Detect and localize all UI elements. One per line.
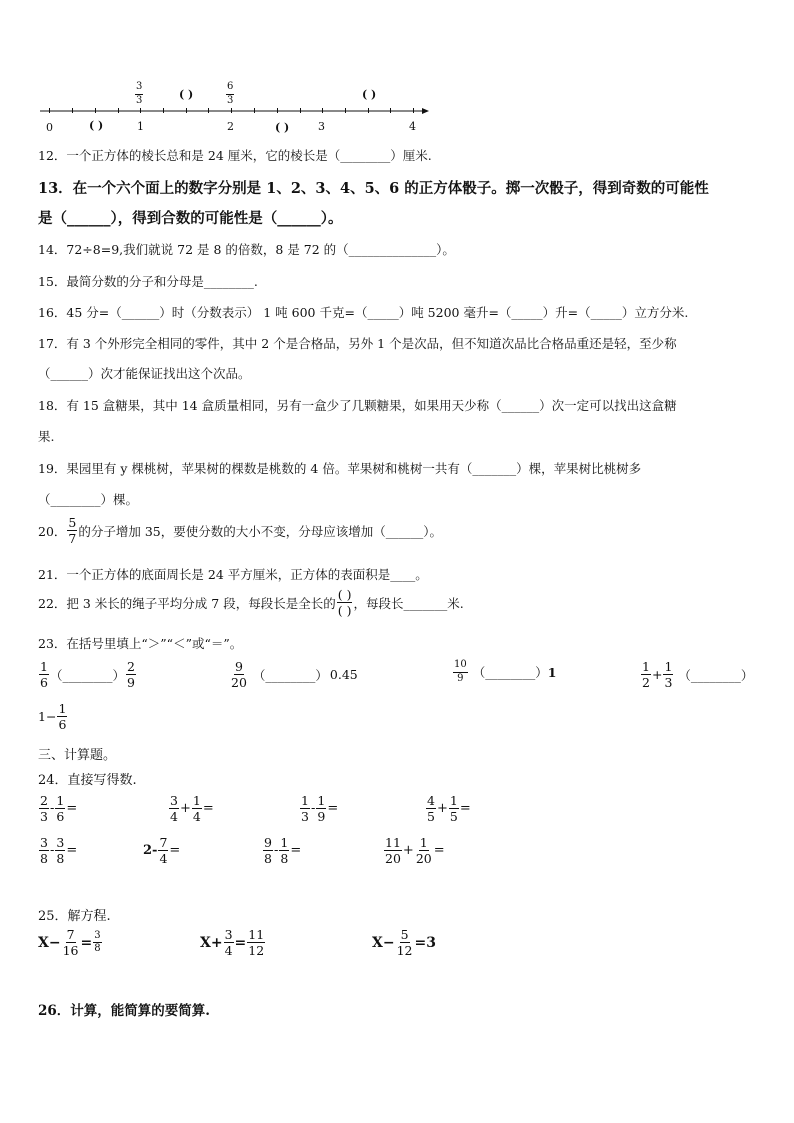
tick: [140, 108, 141, 113]
tick: [368, 108, 369, 113]
question-12: 12．一个正方体的棱长总和是 24 厘米，它的棱长是（________）厘米.: [38, 148, 432, 163]
tick: [277, 108, 278, 113]
blank-bottom-1[interactable]: ( ): [89, 119, 104, 132]
q20-fraction: $\frac{5}{7}$: [68, 515, 77, 547]
blank-top-1[interactable]: ( ): [179, 88, 194, 101]
tick: [413, 108, 414, 113]
top-fraction-6-3: $\frac{6}{3}$: [227, 81, 234, 106]
compare-blank[interactable]: （________）: [678, 667, 754, 683]
question-20: [38, 516, 442, 545]
q23-last-prefix: 1−: [38, 709, 57, 725]
compare-blank[interactable]: （________）: [472, 665, 548, 680]
q20-text: 的分子增加 35，要使分数的大小不变，分母应该增加（______）。: [78, 523, 442, 539]
q20-prefix: 20．: [38, 523, 67, 539]
tick: [231, 108, 232, 113]
q23-last: [38, 702, 68, 731]
equation-3: X− $\frac{5}{12}$ =3: [372, 927, 436, 959]
tick: [49, 108, 50, 113]
question-25: 25．解方程.: [38, 909, 111, 924]
question-26: 26．计算，能简算的要简算.: [38, 1003, 210, 1019]
value: 0.45: [329, 667, 358, 683]
question-17-line1: 17．有 3 个外形完全相同的零件，其中 2 个是合格品，另外 1 个是次品，但不知道次品比合格品重还是轻，至少称: [38, 336, 677, 351]
question-15: 15．最简分数的分子和分母是________.: [38, 274, 258, 289]
q22-fraction-blank[interactable]: $\frac{( )}{( )}$: [337, 587, 352, 619]
tick-label-3: 3: [318, 120, 325, 133]
tick: [186, 108, 187, 113]
plus-sign: +: [651, 667, 663, 683]
tick: [322, 108, 323, 113]
equation-1: X− $\frac{7}{16}$ = $\frac{3}{8}$: [38, 927, 101, 959]
q22-prefix: 22．把 3 米长的绳子平均分成 7 段，每段长是全长的: [38, 595, 336, 611]
tick: [345, 108, 346, 113]
q24-expr: $\frac{4}{5}$ + $\frac{1}{5}$ =: [427, 793, 471, 825]
q24-expr: $\frac{11}{20}$ + $\frac{1}{20}$ =: [385, 835, 445, 867]
compare-blank[interactable]: （________）: [252, 667, 328, 683]
fraction: $\frac{10}{9}$: [454, 659, 467, 684]
blank-top-2[interactable]: ( ): [362, 88, 377, 101]
question-23: 23．在括号里填上“＞”“＜”或“＝”。: [38, 636, 243, 651]
fraction: $\frac{1}{2}$: [642, 659, 650, 691]
tick-label-1: 1: [137, 120, 144, 133]
question-13-line1: 13．在一个六个面上的数字分别是 1、2、3、4、5、6 的正方体骰子。掷一次骰子，得到奇数的可能性: [38, 180, 709, 197]
tick: [118, 108, 119, 113]
top-fraction-3-3: $\frac{3}{3}$: [136, 81, 143, 106]
tick: [390, 108, 391, 113]
question-16: 16．45 分=（______）时（分数表示） 1 吨 600 千克=（_____）吨 5200 毫升=（_____）升=（_____）立方分米.: [38, 305, 689, 320]
q23-item-4: [640, 660, 753, 689]
number-line-axis: [38, 104, 430, 118]
question-17-line2: （______）次才能保证找出这个次品。: [38, 366, 251, 381]
question-21: 21．一个正方体的底面周长是 24 平方厘米，正方体的表面积是____。: [38, 567, 428, 582]
tick: [300, 108, 301, 113]
fraction: $\frac{1}{6}$: [40, 659, 48, 691]
question-19-line2: （________）棵。: [38, 492, 139, 507]
fraction: $\frac{2}{9}$: [126, 659, 135, 691]
question-22: [38, 588, 464, 617]
q24-expr: $\frac{3}{4}$ + $\frac{1}{4}$ =: [170, 793, 214, 825]
tick: [254, 108, 255, 113]
value: 1: [547, 664, 557, 680]
question-24: 24．直接写得数.: [38, 773, 137, 788]
compare-blank[interactable]: （________）: [49, 667, 125, 683]
question-14: 14．72÷8=9,我们就说 72 是 8 的倍数，8 是 72 的（______________）。: [38, 242, 455, 257]
tick-label-2: 2: [227, 120, 234, 133]
fraction: $\frac{1}{3}$: [664, 659, 673, 691]
tick-label-0: 0: [46, 121, 53, 134]
tick: [95, 108, 96, 113]
q23-item-3: [452, 660, 556, 684]
fraction: $\frac{1}{6}$: [58, 701, 67, 733]
blank-bottom-2[interactable]: ( ): [275, 121, 290, 134]
q24-expr: $\frac{3}{8}$ - $\frac{3}{8}$ =: [40, 835, 78, 867]
question-18-line2: 果.: [38, 429, 55, 444]
q23-item-2: [229, 660, 358, 689]
question-13-line2: 是（______），得到合数的可能性是（______）。: [38, 210, 343, 227]
question-19-line1: 19．果园里有 y 棵桃树，苹果树的棵数是桃数的 4 倍。苹果树和桃树一共有（_______）棵，苹果树比桃树多: [38, 461, 642, 476]
equation-2: X+ $\frac{3}{4}$ = $\frac{11}{12}$: [200, 927, 265, 959]
q24-expr: $\frac{1}{3}$ - $\frac{1}{9}$ =: [301, 793, 339, 825]
fraction: $\frac{9}{20}$: [231, 659, 247, 691]
tick-label-4: 4: [409, 120, 416, 133]
q24-expr: $\frac{2}{3}$ - $\frac{1}{6}$ =: [40, 793, 78, 825]
q24-expr: 2- $\frac{7}{4}$ =: [143, 835, 181, 867]
q23-item-1: [38, 660, 137, 689]
q24-expr: $\frac{9}{8}$ - $\frac{1}{8}$ =: [264, 835, 302, 867]
tick: [208, 108, 209, 113]
q22-suffix: ，每段长_______米.: [353, 595, 464, 611]
tick: [163, 108, 164, 113]
tick: [72, 108, 73, 113]
question-18-line1: 18．有 15 盒糖果，其中 14 盒质量相同，另有一盒少了几颗糖果，如果用天少称（______）次一定可以找出这盒糖: [38, 398, 677, 413]
section-title: 三、计算题。: [38, 748, 117, 763]
